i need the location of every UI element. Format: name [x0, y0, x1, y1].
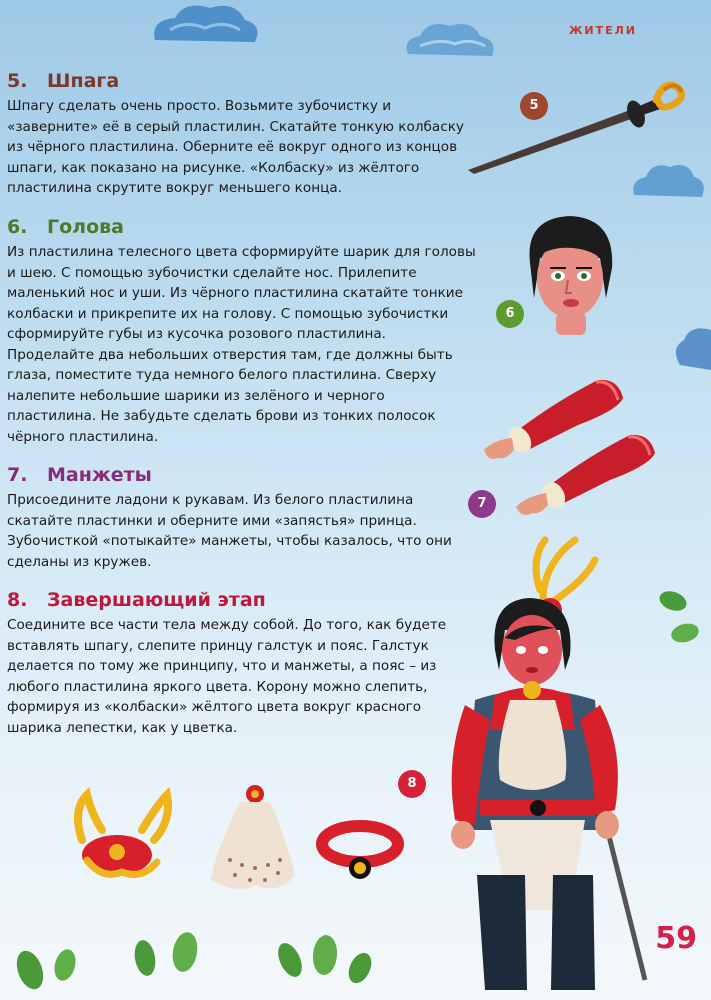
chapter-label: ЖИТЕЛИ — [568, 24, 637, 37]
sword-illustration — [460, 70, 700, 180]
leaf-icon — [0, 930, 400, 1000]
cloud-icon — [145, 0, 265, 50]
section-title: Завершающий этап — [47, 589, 266, 611]
leaf-icon — [655, 585, 705, 655]
step-badge-7: 7 — [468, 490, 496, 518]
crown-illustration — [62, 780, 182, 890]
section-heading — [7, 464, 477, 486]
belt-illustration — [312, 812, 407, 892]
section-heading — [7, 216, 477, 238]
sleeve-illustration — [510, 425, 660, 525]
section-5 — [7, 70, 477, 199]
cloud-icon — [670, 320, 711, 380]
section-number: 8. — [7, 589, 28, 611]
section-heading — [7, 70, 477, 92]
section-title: Шпага — [47, 70, 120, 92]
section-title: Голова — [47, 216, 124, 238]
section-6 — [7, 216, 477, 447]
section-number: 5. — [7, 70, 28, 92]
section-text: Из пластилина телесного цвета сформируйте шарик для головы и шею. С помощью зубочистки сделайте нос. Прилепите маленький нос и уши. Из чёрного пластилина скатайте тонкие колбаски и прикрепите их на голову. С помощью зубочистки сформируйте губы из кусочка розового пластилина. Проделайте два небольших отверстия там, где должны быть глаза, поместите туда немного белого пластилина. Сверху налепите небольшие шарики из зелёного и черного пластилина. Не забудьте сделать брови из тонких полосок чёрного пластилина. — [7, 244, 476, 445]
section-text: Соедините все части тела между собой. До того, как будете вставлять шпагу, слепите принцу галстук и пояс. Галстук делается по тому же принципу, что и манжеты, а пояс – из любого пластилина яркого цвета. Корону можно слепить, формируя из «колбаски» жёлтого цвета вокруг красного шарика лепестки, как у цветка. — [7, 617, 447, 736]
section-number: 6. — [7, 216, 28, 238]
step-badge-6: 6 — [496, 300, 524, 328]
step-badge-8: 8 — [398, 770, 426, 798]
head-illustration — [520, 208, 620, 338]
section-number: 7. — [7, 464, 28, 486]
tie-illustration — [200, 780, 300, 900]
section-heading — [7, 589, 477, 611]
prince-figure-illustration — [435, 530, 650, 1000]
section-title: Манжеты — [47, 464, 152, 486]
section-8 — [7, 589, 477, 738]
section-text: Присоедините ладони к рукавам. Из белого пластилина скатайте пластинки и оберните ими «запястья» принца. Зубочисткой «потыкайте» манжеты, чтобы казалось, что они сделаны из кружев. — [7, 492, 452, 570]
cloud-icon — [400, 14, 500, 64]
section-7 — [7, 464, 477, 572]
section-text: Шпагу сделать очень просто. Возьмите зубочистку и «заверните» её в серый пластилин. Скатайте тонкую колбаску из чёрного пластилина. Оберните её вокруг одного из концов шпаги, как показано на рисунке. «Колбаску» из жёлтого пластилина скрутите вокруг меньшего конца. — [7, 98, 464, 196]
page-number: 59 — [655, 921, 697, 956]
step-badge-5: 5 — [520, 92, 548, 120]
